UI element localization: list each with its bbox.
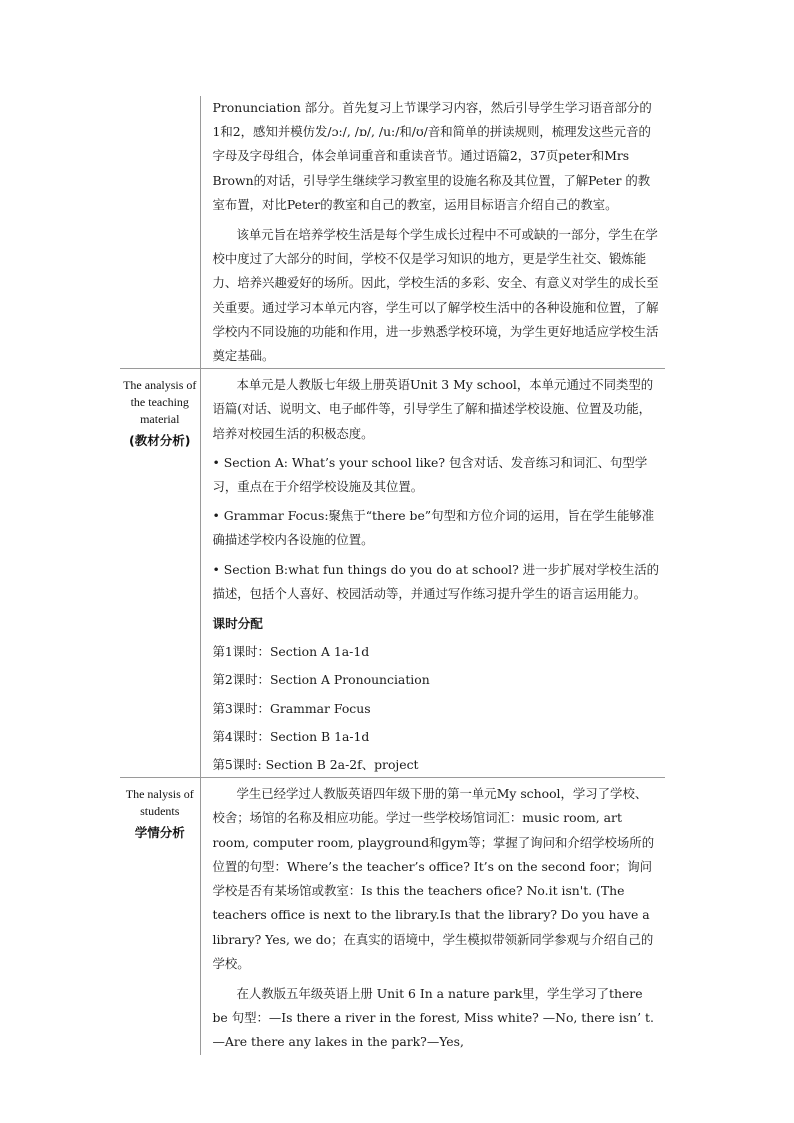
lesson-plan-table xyxy=(120,96,665,1055)
row-content-students xyxy=(200,778,665,1055)
label-chinese: 学情分析 xyxy=(134,825,185,841)
students-paragraph-2: 在人教版五年级英语上册 Unit 6 In a nature park里，学生学习了there be 句型：—Is there a river in the forest, Miss white? —No, there isn’ t. —Are there any lakes in the park?—Yes, xyxy=(212,985,654,1050)
schedule-title: 课时分配 xyxy=(212,616,263,632)
table-row-students xyxy=(120,778,665,1055)
lesson-4: 第4课时：Section B 1a-1d xyxy=(212,728,370,744)
lesson-3: 第3课时：Grammar Focus xyxy=(212,700,371,716)
row-label-students xyxy=(120,778,200,1055)
pronunciation-paragraph: Pronunciation 部分。首先复习上节课学习内容，然后引导学生学习语音部分的1和2，感知并模仿发/ɔ:/, /ɒ/, /u:/和/ʊ/音和简单的拼读规则，梳理发这些元音的字母及字母组合，体会单词重音和重读音节。通过语篇2，37页peter和Mrs Brown的对话，引导学生继续学习教室里的设施名称及其位置，了解Peter 的教室布置，对比Peter的教室和自己的教室，运用目标语言介绍自己的教室。 xyxy=(212,100,652,212)
row-content-teaching-material xyxy=(200,369,665,778)
unit-purpose-paragraph: 该单元旨在培养学校生活是每个学生成长过程中不可或缺的一部分，学生在学校中度过了大部分的时间，学校不仅是学习知识的地方，更是学生社交、锻炼能力、培养兴趣爱好的场所。因此，学校生活的多彩、安全、有意义对学生的成长至关重要。通过学习本单元内容，学生可以了解学校生活中的各种设施和位置，了解学校内不同设施的功能和作用，进一步熟悉学校环境，为学生更好地适应学校生活奠定基础。 xyxy=(212,227,659,364)
label-english: The nalysis of students xyxy=(125,787,194,819)
bullet-grammar-focus: • Grammar Focus:聚焦于“there be”句型和方位介词的运用，旨在学生能够准确描述学校内各设施的位置。 xyxy=(212,508,655,548)
label-chinese: (教材分析) xyxy=(129,433,191,449)
table-row-continued xyxy=(120,96,665,369)
row-label-empty xyxy=(120,96,200,369)
row-label-teaching-material xyxy=(120,369,200,778)
bullet-section-b: • Section B:what fun things do you do at school? 进一步扩展对学校生活的描述，包括个人喜好、校园活动等，并通过写作练习提升学生的语言运用能力。 xyxy=(212,561,659,601)
row-content-continued xyxy=(200,96,665,369)
lesson-5: 第5课时: Section B 2a-2f、project xyxy=(212,757,419,773)
material-intro: 本单元是人教版七年级上册英语Unit 3 My school，本单元通过不同类型的语篇(对话、说明文、电子邮件等，引导学生了解和描述学校设施、位置及功能，培养对校园生活的积极态度。 xyxy=(212,377,654,441)
label-english: The analysis of the teaching material xyxy=(123,378,197,427)
lesson-1: 第1课时：Section A 1a-1d xyxy=(212,644,370,660)
lesson-2: 第2课时：Section A Pronounciation xyxy=(212,672,430,688)
table-row-teaching-material xyxy=(120,369,665,778)
bullet-section-a: • Section A: What’s your school like? 包含对话、发音练习和词汇、句型学习，重点在于介绍学校设施及其位置。 xyxy=(212,454,648,495)
students-paragraph-1: 学生已经学过人教版英语四年级下册的第一单元My school，学习了学校、校舍；场馆的名称及相应功能。学过一些学校场馆词汇：music room, art room, computer room, playground和gym等；掌握了询问和介绍学校场所的位置的句型：Where’s the teacher’s office? It’s on the second foor；询问学校是否有某场馆或教室：Is this the teachers ofice? No.it isn't. (The teachers office is next to the library.Is that the library? Do you have a library? Yes, we do；在真实的语境中，学生模拟带领新同学参观与介绍自己的学校。 xyxy=(212,786,655,971)
